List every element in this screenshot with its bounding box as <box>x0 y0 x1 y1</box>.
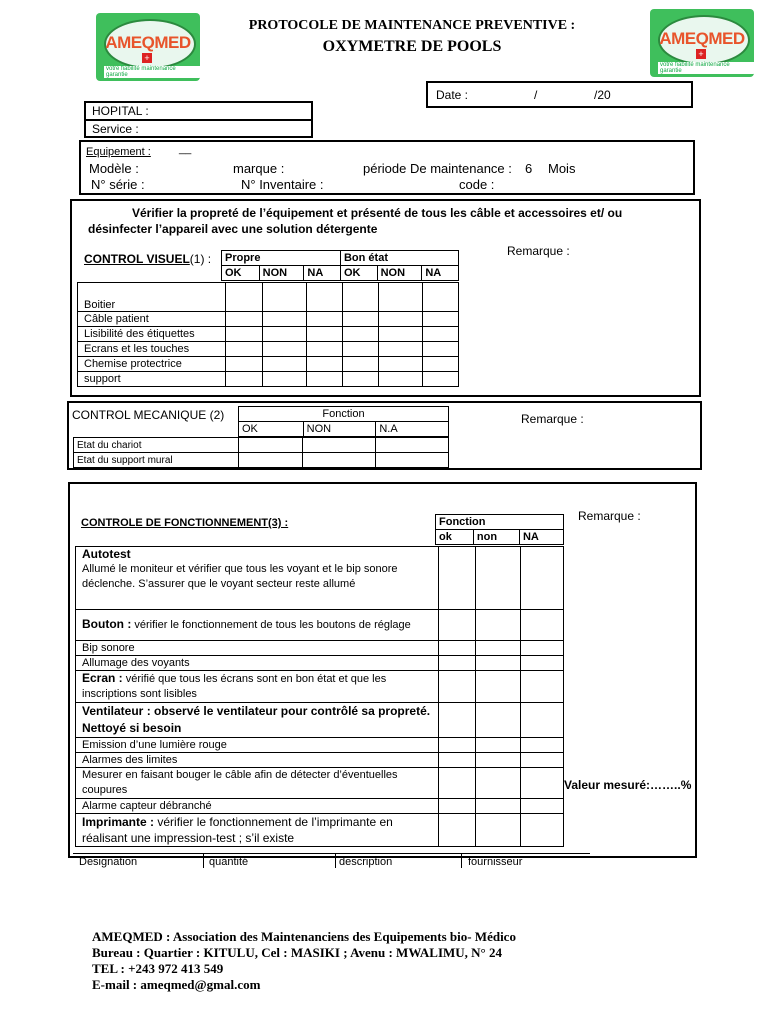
row-text: Emission d’une lumière rouge <box>82 739 227 751</box>
col-na: N.A <box>376 422 449 437</box>
row-bold-text: Bouton : <box>82 617 132 631</box>
check-cell[interactable] <box>303 438 376 453</box>
row-label: Chemise protectrice <box>78 357 226 372</box>
visual-header-table <box>221 250 459 281</box>
logo-tagline: votre fiabilité maintenance garantie <box>104 66 200 78</box>
check-cell[interactable] <box>263 327 307 342</box>
functional-remark-label: Remarque : <box>578 509 641 523</box>
periode-label: période De maintenance : <box>363 161 512 176</box>
check-cell[interactable] <box>476 641 521 656</box>
serie-label: N° série : <box>91 177 145 192</box>
ameqmed-logo-right <box>650 9 754 77</box>
footer-address: Bureau : Quartier : KITULU, Cel : MASIKI ; Avenu : MWALIMU, N° 24 <box>92 945 502 960</box>
group-header-bon-etat: Bon état <box>340 251 458 266</box>
check-cell[interactable] <box>439 738 476 753</box>
page-title-line1: PROTOCOLE DE MAINTENANCE PREVENTIVE : <box>248 18 576 33</box>
hopital-label: HOPITAL : <box>92 104 149 118</box>
check-cell[interactable] <box>226 342 263 357</box>
col-ok: OK <box>340 266 377 281</box>
row-label <box>76 738 439 753</box>
mechanical-check-table <box>73 437 449 468</box>
check-cell[interactable] <box>307 342 343 357</box>
col-ok: OK <box>222 266 260 281</box>
check-cell[interactable] <box>238 453 303 468</box>
check-cell[interactable] <box>439 768 476 799</box>
check-cell[interactable] <box>439 703 476 738</box>
row-label: Lisibilité des étiquettes <box>78 327 226 342</box>
check-cell[interactable] <box>521 641 564 656</box>
col-non: NON <box>377 266 422 281</box>
col-non: NON <box>303 422 376 437</box>
check-cell[interactable] <box>439 641 476 656</box>
check-cell[interactable] <box>263 357 307 372</box>
visual-control-label: CONTROL VISUEL <box>84 252 190 266</box>
service-label: Service : <box>92 122 139 136</box>
check-cell[interactable] <box>476 610 521 641</box>
row-label <box>76 799 439 814</box>
check-cell[interactable] <box>476 671 521 703</box>
row-label <box>76 753 439 768</box>
check-cell[interactable] <box>521 547 564 610</box>
col-fournisseur: fournisseur <box>468 856 523 868</box>
check-cell[interactable] <box>423 357 459 372</box>
equipment-box[interactable] <box>79 140 695 195</box>
check-cell[interactable] <box>423 372 459 387</box>
check-cell[interactable] <box>476 656 521 671</box>
check-cell[interactable] <box>307 372 343 387</box>
check-cell[interactable] <box>226 312 263 327</box>
check-cell[interactable] <box>439 671 476 703</box>
row-bold-text: Ventilateur : observé le ventilateur pour contrôlé sa propreté. Nettoyé si besoin <box>82 704 431 735</box>
check-cell[interactable] <box>521 671 564 703</box>
functional-control-label: CONTROLE DE FONCTIONNEMENT(3) : <box>81 517 289 529</box>
date-separator-2: /20 <box>594 88 611 102</box>
check-cell[interactable] <box>423 283 459 312</box>
row-text: vérifier le fonctionnement de l’imprimante en réalisant une impression-test ; s’il existe <box>82 815 393 845</box>
check-cell[interactable] <box>307 283 343 312</box>
check-cell[interactable] <box>343 372 379 387</box>
footer-email: E-mail : ameqmed@gmal.com <box>92 977 261 992</box>
row-text: Mesurer en faisant bouger le câble afin de détecter d’éventuelles coupures <box>82 769 398 796</box>
footer-phone: TEL : +243 972 413 549 <box>92 961 224 976</box>
check-cell[interactable] <box>476 738 521 753</box>
check-cell[interactable] <box>343 312 379 327</box>
group-header-propre: Propre <box>222 251 341 266</box>
code-label: code : <box>459 177 495 192</box>
row-label: Boitier <box>78 283 226 312</box>
marque-label: marque : <box>233 161 285 176</box>
row-label <box>76 768 439 799</box>
row-label <box>76 610 439 641</box>
check-cell[interactable] <box>343 283 379 312</box>
check-cell[interactable] <box>476 799 521 814</box>
check-cell[interactable] <box>476 547 521 610</box>
col-non: non <box>473 530 519 545</box>
col-ok: OK <box>239 422 304 437</box>
check-cell[interactable] <box>423 312 459 327</box>
col-designation: Designation <box>79 856 138 868</box>
check-cell[interactable] <box>343 357 379 372</box>
group-header-fonction: Fonction <box>436 515 564 530</box>
check-cell[interactable] <box>439 814 476 847</box>
check-cell[interactable] <box>439 656 476 671</box>
row-label: Etat du chariot <box>74 438 239 453</box>
row-label <box>76 814 439 847</box>
check-cell[interactable] <box>439 610 476 641</box>
check-cell[interactable] <box>521 656 564 671</box>
col-na: NA <box>519 530 563 545</box>
check-cell[interactable] <box>226 283 263 312</box>
check-cell[interactable] <box>476 753 521 768</box>
check-cell[interactable] <box>343 342 379 357</box>
col-na: NA <box>422 266 459 281</box>
check-cell[interactable] <box>303 453 376 468</box>
equipement-label: Equipement : <box>86 146 151 158</box>
row-label <box>76 703 439 738</box>
check-cell[interactable] <box>476 703 521 738</box>
check-cell[interactable] <box>521 799 564 814</box>
periode-value: 6 <box>525 161 533 176</box>
check-cell[interactable] <box>379 283 423 312</box>
row-label <box>76 656 439 671</box>
mechanical-remark-label: Remarque : <box>521 412 584 426</box>
check-cell[interactable] <box>439 753 476 768</box>
check-cell[interactable] <box>379 357 423 372</box>
measured-value: Valeur mesuré:……..% <box>564 778 692 792</box>
group-header-fonction: Fonction <box>239 407 449 422</box>
check-cell[interactable] <box>439 799 476 814</box>
row-text: Bip sonore <box>82 642 135 654</box>
row-text: vérifié que tous les écrans sont en bon état et que les inscriptions sont lisibles <box>82 673 387 700</box>
check-cell[interactable] <box>521 738 564 753</box>
visual-control-suffix: (1) : <box>189 252 212 266</box>
footer-association: AMEQMED : Association des Maintenanciens des Equipements bio- Médico <box>92 929 516 944</box>
check-cell[interactable] <box>521 814 564 847</box>
parts-table-header <box>73 853 590 868</box>
row-bold-text: Autotest <box>82 547 131 561</box>
check-cell[interactable] <box>476 768 521 799</box>
check-cell[interactable] <box>226 357 263 372</box>
row-text: Alarmes des limites <box>82 754 178 766</box>
date-label: Date : <box>436 88 469 102</box>
hospital-box[interactable] <box>84 101 313 138</box>
logo-text: AMEQMED <box>105 33 191 52</box>
check-cell[interactable] <box>379 372 423 387</box>
medical-cross-icon: + <box>142 53 152 63</box>
functional-header-table <box>435 514 564 545</box>
row-text: Allumé le moniteur et vérifier que tous les voyant et le bip sonore déclenche. S’assurer que le voyant secteur reste allumé <box>82 563 398 590</box>
check-cell[interactable] <box>307 357 343 372</box>
row-bold-text: Imprimante : <box>82 815 155 829</box>
check-cell[interactable] <box>423 327 459 342</box>
visual-control-heading <box>84 252 211 266</box>
row-label <box>76 671 439 703</box>
row-label: support <box>78 372 226 387</box>
page-title-line2: OXYMETRE DE POOLS <box>322 38 502 55</box>
check-cell[interactable] <box>226 327 263 342</box>
date-box[interactable] <box>426 81 693 108</box>
row-bold-text: Ecran : <box>82 671 123 685</box>
check-cell[interactable] <box>439 547 476 610</box>
check-cell[interactable] <box>521 753 564 768</box>
check-cell[interactable] <box>307 312 343 327</box>
equipement-blank: __ <box>179 143 192 155</box>
check-cell[interactable] <box>226 372 263 387</box>
modele-label: Modèle : <box>89 161 139 176</box>
mechanical-control-label: CONTROL MECANIQUE (2) <box>72 408 225 422</box>
col-quantite: quantité <box>209 856 249 868</box>
date-separator-1: / <box>534 88 538 102</box>
visual-instruction: Vérifier la propreté de l’équipement et présenté de tous les câble et accessoires et/ ou désinfecter l’appareil avec une solution détergente <box>88 206 623 236</box>
footer <box>92 929 516 993</box>
row-label: Ecrans et les touches <box>78 342 226 357</box>
check-cell[interactable] <box>376 438 449 453</box>
logo-text: AMEQMED <box>659 29 745 48</box>
check-cell[interactable] <box>238 438 303 453</box>
row-label <box>76 641 439 656</box>
check-cell[interactable] <box>263 283 307 312</box>
row-label <box>76 547 439 610</box>
check-cell[interactable] <box>263 312 307 327</box>
col-na: NA <box>304 266 341 281</box>
check-cell[interactable] <box>476 814 521 847</box>
ameqmed-logo-left <box>96 13 200 81</box>
row-label: Câble patient <box>78 312 226 327</box>
check-cell[interactable] <box>379 327 423 342</box>
check-cell[interactable] <box>379 312 423 327</box>
periode-unit: Mois <box>548 161 576 176</box>
row-label: Etat du support mural <box>74 453 239 468</box>
check-cell[interactable] <box>521 703 564 738</box>
medical-cross-icon: + <box>696 49 706 59</box>
functional-check-table <box>75 546 564 847</box>
row-text: vérifier le fonctionnement de tous les boutons de réglage <box>134 619 411 631</box>
row-text: Allumage des voyants <box>82 657 190 669</box>
col-ok: ok <box>436 530 474 545</box>
inventaire-label: N° Inventaire : <box>241 177 324 192</box>
check-cell[interactable] <box>379 342 423 357</box>
check-cell[interactable] <box>521 768 564 799</box>
check-cell[interactable] <box>521 610 564 641</box>
check-cell[interactable] <box>376 453 449 468</box>
mechanical-header-table <box>238 406 449 437</box>
visual-check-table <box>77 282 459 387</box>
check-cell[interactable] <box>423 342 459 357</box>
check-cell[interactable] <box>343 327 379 342</box>
check-cell[interactable] <box>307 327 343 342</box>
col-description: description <box>339 856 393 868</box>
visual-remark-label: Remarque : <box>507 244 570 258</box>
check-cell[interactable] <box>263 342 307 357</box>
col-non: NON <box>259 266 304 281</box>
logo-tagline: votre fiabilité maintenance garantie <box>658 62 754 74</box>
row-text: Alarme capteur débranché <box>82 800 212 812</box>
check-cell[interactable] <box>263 372 307 387</box>
